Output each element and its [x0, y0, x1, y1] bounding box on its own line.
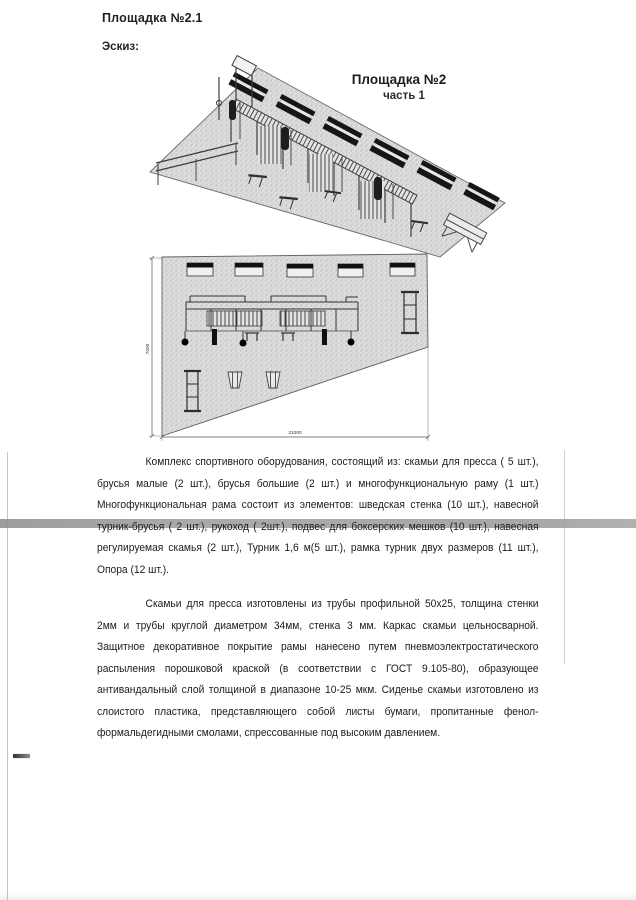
plan-outline — [162, 254, 428, 436]
dimension-height-label: 7000 — [146, 343, 151, 355]
scan-artifact-bottom-edge — [0, 891, 636, 900]
drawing-subtitle: часть 1 — [383, 90, 425, 102]
scan-artifact-dash — [13, 754, 30, 758]
dimension-width-label: 21000 — [288, 431, 302, 436]
scan-artifact-line-right — [564, 450, 565, 664]
sketch-section-label: Эскиз: — [102, 41, 139, 53]
description-text — [97, 452, 539, 745]
description-paragraph-1: Комплекс спортивного оборудования, состоящий из: скамьи для пресса ( 5 шт.), брусья малые (2 шт.), брусья большие (2 шт.) и многофункциональную раму (1 шт.) Многофункциональная рама состоит из элементов: шведская стенка (10 шт.), навесной турник-брусья ( 2 шт.), рукоход ( 2шт.), подвес для боксерских мешков (10 шт.), навесная регулируемая скамья (2 шт.), Турник 1,6 м(5 шт.), рамка турник двух размеров (11 шт.), Опора (12 шт.). — [97, 456, 539, 576]
description-paragraph-2: Скамьи для пресса изготовлены из трубы профильной 50х25, толщина стенки 2мм и трубы круглой диаметром 34мм, стенка 3 мм. Каркас скамьи цельносварной. Защитное декоративное покрытие рамы нанесено путем пневмоэлектростатического распыления порошковой краской (в соответствии с ГОСТ 9.105-80), образующее антивандальный слой толщиной в диапазоне 10-25 мкм. Сиденье скамьи изготовлено из слоистого пластика, представляющего собой листы бумаги, пропитанные фенол-формальдегидными смолами, спрессованные под высоким давлением. — [97, 598, 539, 739]
swedish-wall-panel — [258, 126, 282, 164]
page-title: Площадка №2.1 — [102, 11, 203, 25]
drawing-title: Площадка №2 — [351, 72, 447, 87]
isometric-view — [150, 56, 505, 257]
swedish-wall-panel — [309, 154, 333, 192]
drawing-title-block — [352, 72, 447, 102]
plan-view — [145, 254, 430, 441]
